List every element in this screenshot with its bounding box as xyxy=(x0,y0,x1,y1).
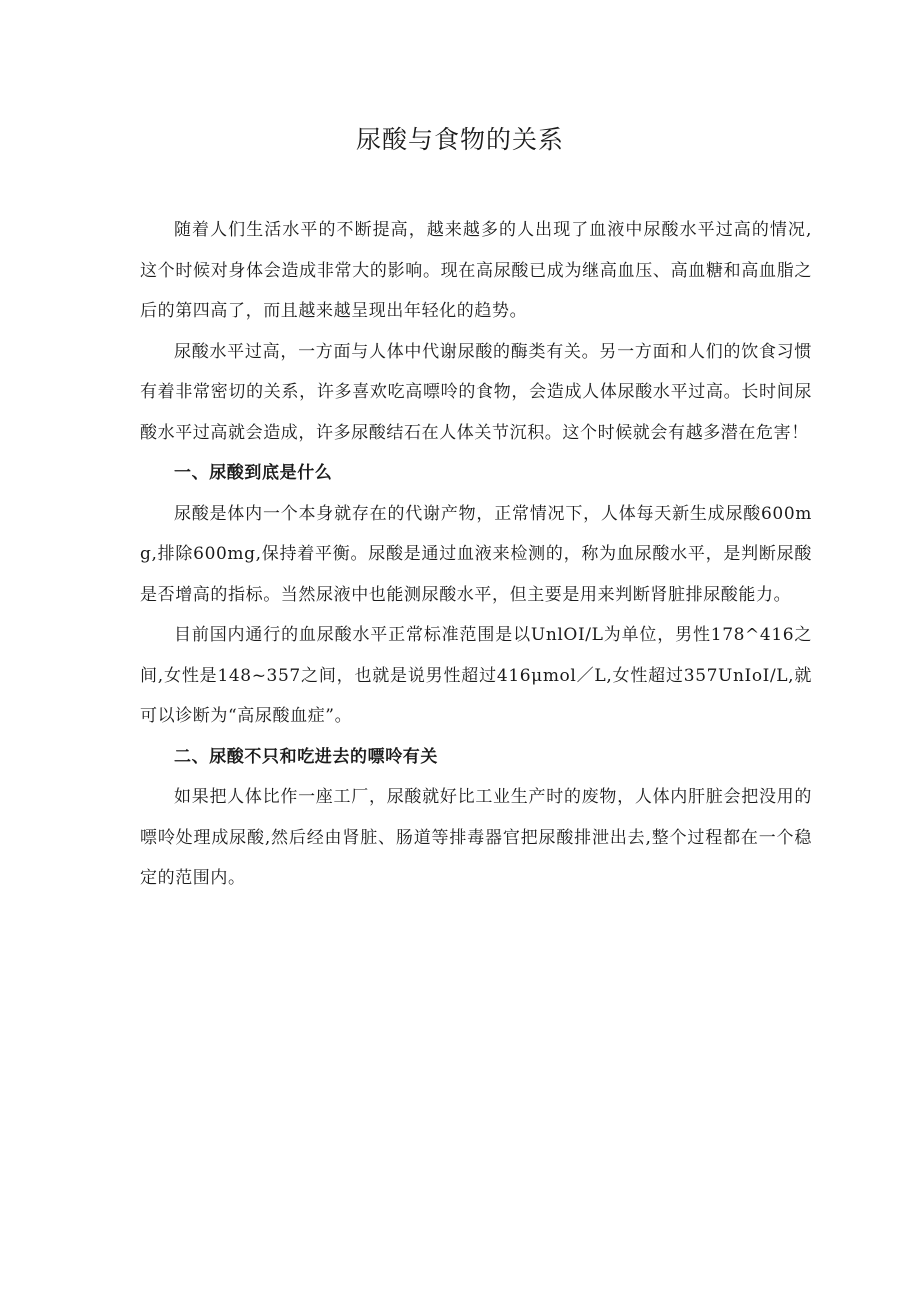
section2-paragraph-1: 如果把人体比作一座工厂，尿酸就好比工业生产时的废物，人体内肝脏会把没用的嘌呤处理成尿酸,然后经由肾脏、肠道等排毒器官把尿酸排泄出去,整个过程都在一个稳定的范围内。 xyxy=(140,787,812,888)
document-title: 尿酸与食物的关系 xyxy=(355,125,564,154)
section-heading-2: 二、尿酸不只和吃进去的嘌呤有关 xyxy=(174,746,438,767)
document-body xyxy=(140,210,812,899)
intro-paragraph-2: 尿酸水平过高，一方面与人体中代谢尿酸的酶类有关。另一方面和人们的饮食习惯有着非常密切的关系，许多喜欢吃高嘌呤的食物，会造成人体尿酸水平过高。长时间尿酸水平过高就会造成，许多尿酸结石在人体关节沉积。这个时候就会有越多潜在危害！ xyxy=(140,341,812,443)
section1-paragraph-1: 尿酸是体内一个本身就存在的代谢产物，正常情况下，人体每天新生成尿酸600mg,排除600mg,保持着平衡。尿酸是通过血液来检测的，称为血尿酸水平，是判断尿酸是否增高的指标。当然尿液中也能测尿酸水平，但主要是用来判断肾脏排尿酸能力。 xyxy=(140,503,812,605)
section1-paragraph-2: 目前国内通行的血尿酸水平正常标准范围是以UnlOI/L为单位，男性178^416之间,女性是148~357之间，也就是说男性超过416μmol／L,女性超过357UnIoI/L,就可以诊断为“高尿酸血症”。 xyxy=(140,625,812,726)
intro-paragraph-1: 随着人们生活水平的不断提高，越来越多的人出现了血液中尿酸水平过高的情况,这个时候对身体会造成非常大的影响。现在高尿酸已成为继高血压、高血糖和高血脂之后的第四高了，而且越来越呈现出年轻化的趋势。 xyxy=(140,220,812,321)
section-heading-1: 一、尿酸到底是什么 xyxy=(174,463,333,483)
